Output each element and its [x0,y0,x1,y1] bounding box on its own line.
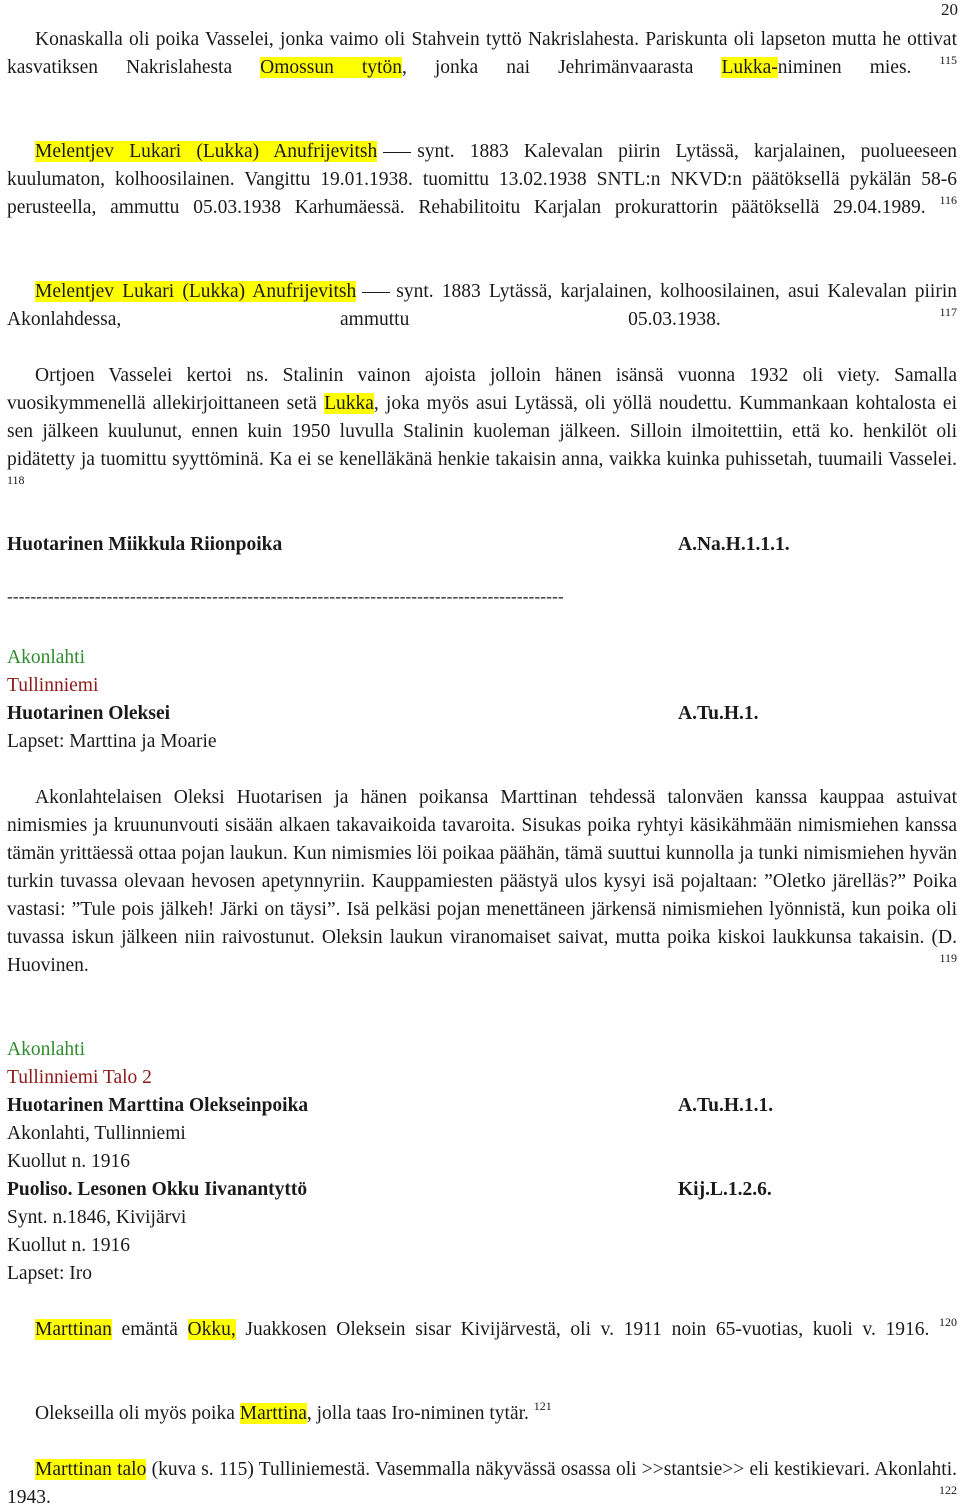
p3-highlight-name: Melentjev Lukari (Lukka) Anufrijevitsh [35,281,357,302]
p8-text: (kuva s. 115) Tulliniemestä. Vasemmalla näkyvässä osassa oli >>stantsie>> eli kestikievari. Akonlahti. 1943. [7,1459,958,1508]
village-label-2: Akonlahti [7,1039,85,1060]
p7-text-b: , jolla taas Iro-niminen tytär. [306,1403,534,1424]
paragraph-olekseilla [7,1400,957,1428]
p2-highlight-name: Melentjev Lukari (Lukka) Anufrijevitsh [35,141,378,162]
p6-highlight-marttinan: Marttinan [35,1319,112,1340]
footnote-120: 120 [938,1315,957,1329]
house-label-2: Tullinniemi Talo 2 [7,1067,152,1088]
p8-highlight-marttinan-talo: Marttinan talo [35,1459,147,1480]
house-label: Tullinniemi [7,675,99,696]
p1-text-c: niminen mies. [777,57,940,78]
footnote-122: 122 [939,1483,957,1497]
p4-text-a: Ortjoen Vasselei kertoi ns. Stalinin vainon ajoista jolloin hänen isänsä vuonna 1932 oli viety. Samalla vuosikymmenellä allekirjoittaneen setä [7,365,957,414]
footnote-119: 119 [939,951,957,965]
p1-text-a: Konaskalla oli poika Vasselei, jonka vaimo oli Stahvein tyttö Nakrislahesta. Pariskunta oli lapseton mutta he ottivat kasvatiksen Nakrislahesta [7,29,957,78]
paragraph-melentjev-1 [7,138,957,222]
p4-text-b: , joka myös asui Lytässä, oli yöllä noudettu. Kummankaan kohtalosta ei sen jälkeen kuulunut, ennen kuin 1950 luvulla Stalinin kuoleman jälkeen. Silloin ilmoitettiin, että ko. henkilöt oli pidätetty ja tuomittu syyttöminä. Ka ei se kenelläkänä henkie takaisin anna, vaikka kuinka puhissetah, tuumaili Vasselei. [7,393,958,470]
p5-text: Akonlahtelaisen Oleksi Huotarisen ja hänen poikansa Marttinan tehdessä talonväen kanssa kauppaa astuivat nimismies ja kruununvouti sisään alkaen takavaikoida tavaroita. Sisukas poika ryhtyi käsikähmään nimismiehen kanssa tämän yrittäessä ottaa pojan laukun. Kun nimismies löi poikaa päähän, tämä suuttui kunnolla ja tunki nimismiehen hyvän turkin tuvassa olevaan hevosen apetynnyriin. Kauppamiesten päästyä ulos kysyi isä pojaltaan: ”Oletko järelläs?” Poika vastasi: ”Tule pois jälkeh! Järki on täysi”. Isä pelkäsi pojan menettäneen järkensä nimismiehen lyönnistä, kun poika oli tuvassa iskun jälkeen niin raivostunut. Oleksin laukun viranomaiset saivat, mutta poika kiskoi laukkunsa takaisin. (D. Huovinen. [7,787,957,976]
spouse-code-okku: Kij.L.1.2.6. [678,1179,772,1200]
p2-text: synt. 1883 Kalevalan piirin Lytässä, karjalainen, puolueeseen kuulumaton, kolhoosilainen. Vangittu 19.01.1938. tuomittu 13.02.1938 SNTL:n NKVD:n päätöksellä pykälän 58-6 perusteella, ammuttu 05.03.1938 Karhumäessä. Rehabilitoitu Karjalan prokurattorin päätöksellä 29.04.1989. [7,141,957,218]
spouse-heading-okku: Puoliso. Lesonen Okku Iivanantyttö [7,1179,308,1200]
p1-text-b: , jonka nai Jehrimänvaarasta [401,57,722,78]
paragraph-melentjev-2 [7,278,957,334]
p7-text-a: Olekseilla oli myös poika [35,1403,240,1424]
paragraph-akonlahtelaisen [7,784,957,980]
footnote-116: 116 [939,193,957,207]
died-marttina: Kuollut n. 1916 [7,1151,130,1172]
footnote-115: 115 [939,53,957,67]
person-heading-marttina: Huotarinen Marttina Olekseinpoika [7,1095,309,1116]
paragraph-marttinan-talo [7,1456,957,1512]
p6-highlight-okku: Okku, [187,1319,236,1340]
paragraph-marttinan-emanta [7,1316,957,1344]
person-code-oleksei: A.Tu.H.1. [678,703,759,724]
place-marttina: Akonlahti, Tullinniemi [7,1123,186,1144]
p6-text-a: emäntä [111,1319,188,1340]
p7-highlight-marttina: Marttina [239,1403,307,1424]
dashed-separator: ----------------------------------------------------------------------------------------------- [7,587,564,606]
person-code-marttina: A.Tu.H.1.1. [678,1095,774,1116]
person-heading-miikkula: Huotarinen Miikkula Riionpoika [7,534,283,555]
children-oleksei: Lapset: Marttina ja Moarie [7,731,217,752]
children-marttina: Lapset: Iro [7,1263,93,1284]
long-dash [362,292,390,293]
p1-highlight-lukka: Lukka- [721,57,778,78]
born-okku: Synt. n.1846, Kivijärvi [7,1207,187,1228]
person-heading-oleksei: Huotarinen Oleksei [7,703,171,724]
page-number: 20 [941,0,958,19]
person-code-miikkula: A.Na.H.1.1.1. [678,534,790,555]
died-okku: Kuollut n. 1916 [7,1235,130,1256]
footnote-117: 117 [939,305,957,319]
paragraph-ortjoen-vasselei [7,362,957,502]
p3-text: synt. 1883 Lytässä, karjalainen, kolhoosilainen, asui Kalevalan piirin Akonlahdessa, ammuttu 05.03.1938. [7,281,957,330]
long-dash [383,152,411,153]
village-label: Akonlahti [7,647,85,668]
p6-text-b: Juakkosen Oleksein sisar Kivijärvestä, oli v. 1911 noin 65-vuotias, kuoli v. 1916. [235,1319,939,1340]
p4-highlight-lukka: Lukka [324,393,374,414]
p1-highlight-omossun: Omossun tytön [260,57,402,78]
footnote-118: 118 [7,473,25,487]
paragraph-konaskalla [7,26,957,82]
footnote-121: 121 [533,1399,552,1413]
